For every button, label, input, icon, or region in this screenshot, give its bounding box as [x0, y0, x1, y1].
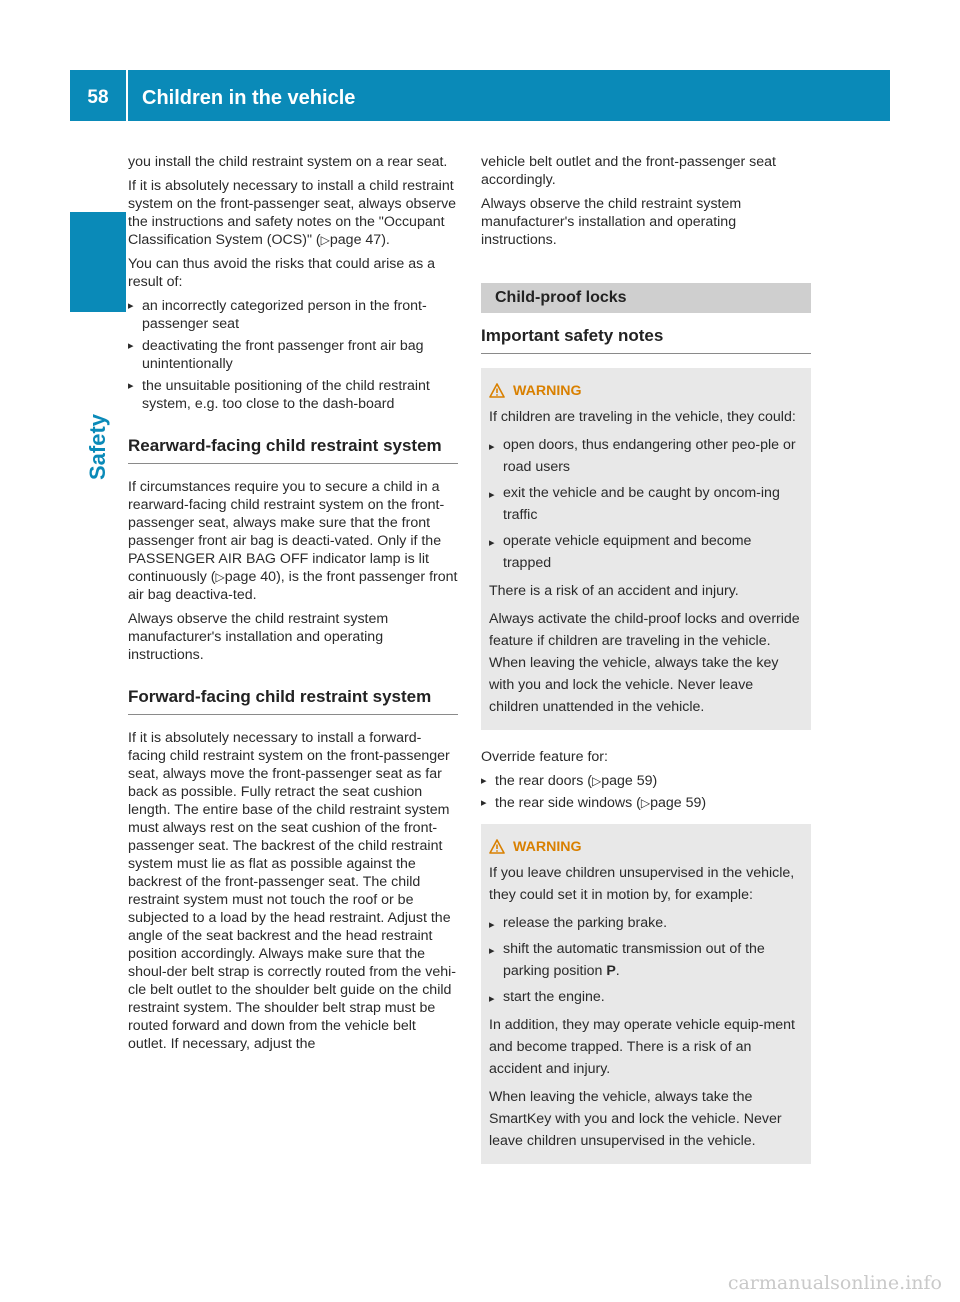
page-link[interactable]: page 59 [650, 795, 702, 811]
warning-list [489, 912, 801, 1008]
list-item: ▸ start the engine. [489, 986, 801, 1008]
list-item: ▸ the rear doors (▷page 59) [481, 772, 811, 790]
list-item: ▸ an incorrectly categorized person in the front-passenger seat [128, 297, 458, 333]
paragraph: In addition, they may operate vehicle equip-ment and become trapped. There is a risk of an accident and injury. [489, 1017, 796, 1077]
list-item: ▸ the rear side windows (▷page 59) [481, 794, 811, 812]
paragraph: You can thus avoid the risks that could arise as a result of: [128, 256, 436, 290]
side-tab-block [70, 212, 126, 312]
warning-triangle-icon [489, 839, 505, 855]
paragraph: Override feature for: [481, 749, 608, 765]
page-number: 58 [87, 87, 109, 108]
paragraph: Always activate the child-proof locks and override feature if children are traveling in the vehicle. When leaving the vehicle, always take the key with you and lock the vehicle. Never leave children unattended in the vehicle. [489, 611, 800, 715]
warning-triangle-icon [489, 383, 505, 399]
heading-rearward: Rearward-facing child restraint system [128, 437, 458, 464]
list-item: ▸ deactivating the front passenger front air bag unintentionally [128, 337, 458, 373]
list-item: ▸ open doors, thus endangering other peo-ple or road users [489, 434, 801, 478]
header-divider [126, 70, 128, 121]
warning-title: WARNING [489, 380, 801, 402]
list-item: ▸ exit the vehicle and be caught by oncom-ing traffic [489, 482, 801, 526]
left-column [128, 153, 458, 1059]
xref-arrow-icon: ▷ [215, 570, 225, 584]
heading-forward: Forward-facing child restraint system [128, 688, 458, 715]
paragraph: If you leave children unsupervised in the vehicle, they could set it in motion by, for example: [489, 865, 795, 903]
warning-list [489, 434, 801, 574]
warning-title: WARNING [489, 836, 801, 858]
paragraph: If it is absolutely necessary to install a child restraint system on the front-passenger seat, always observe the instructions and safety notes on the "Occupant Classification System (OCS)" (▷page 47). [128, 178, 457, 248]
paragraph: If children are traveling in the vehicle, they could: [489, 409, 796, 425]
paragraph: There is a risk of an accident and injury. [489, 583, 739, 599]
page-link[interactable]: page 59 [601, 773, 653, 789]
section-heading: Child-proof locks [481, 283, 811, 313]
heading-safety-notes: Important safety notes [481, 327, 811, 354]
xref-arrow-icon: ▷ [320, 233, 330, 247]
list-item: ▸ the unsuitable positioning of the child restraint system, e.g. too close to the dash-board [128, 377, 458, 413]
list-item: ▸ operate vehicle equipment and become trapped [489, 530, 801, 574]
page-link[interactable]: page 47 [329, 232, 382, 248]
paragraph: you install the child restraint system on a rear seat. [128, 154, 448, 170]
list-item: ▸ release the parking brake. [489, 912, 801, 934]
warning-box [481, 824, 811, 1164]
page-link[interactable]: page 40 [224, 569, 277, 585]
override-list [481, 772, 811, 812]
side-tab-label: Safety [85, 413, 110, 480]
paragraph: vehicle belt outlet and the front-passenger seat accordingly. [481, 154, 776, 188]
watermark: carmanualsonline.info [727, 1272, 942, 1294]
xref-arrow-icon: ▷ [640, 796, 651, 810]
right-column [481, 153, 811, 1182]
xref-arrow-icon: ▷ [592, 774, 602, 788]
paragraph: If it is absolutely necessary to install a forward-facing child restraint system on the front-passenger seat, always move the front-passenger seat as far back as possible. Fully retract the seat cushion length. The entire base of the child restraint system must always rest on the seat cushion of the front-passenger seat. The backrest of the child restraint system must lie as flat as possible against the backrest of the front-passenger seat. The child restraint system must not touch the roof or be subjected to a load by the head restraint. Adjust the angle of the seat backrest and the head restraint position accordingly. Always make sure that the shoul-der belt strap is correctly routed from the vehi-cle belt outlet to the shoulder belt guide on the child restraint system. The shoulder belt strap must be routed forward and down from the vehicle belt outlet. If necessary, adjust the [128, 730, 457, 1052]
paragraph: Always observe the child restraint system manufacturer's installation and operating instructions. [128, 611, 389, 663]
paragraph: When leaving the vehicle, always take the SmartKey with you and lock the vehicle. Never leave children unsupervised in the vehicle. [489, 1089, 782, 1149]
warning-box [481, 368, 811, 730]
list-item: ▸ shift the automatic transmission out of the parking position P. [489, 938, 801, 982]
page-header [70, 70, 890, 121]
paragraph: If circumstances require you to secure a child in a rearward-facing child restraint system on the front-passenger seat, always make sure that the front passenger front air bag is deacti-vated. Only if the PASSENGER AIR BAG OFF indicator lamp is lit continuously (▷page 40), is the front passenger front air bag deactiva-ted. [128, 479, 458, 603]
paragraph: Always observe the child restraint system manufacturer's installation and operating instructions. [481, 196, 742, 248]
risk-list [128, 297, 458, 413]
chapter-title: Children in the vehicle [142, 87, 356, 109]
